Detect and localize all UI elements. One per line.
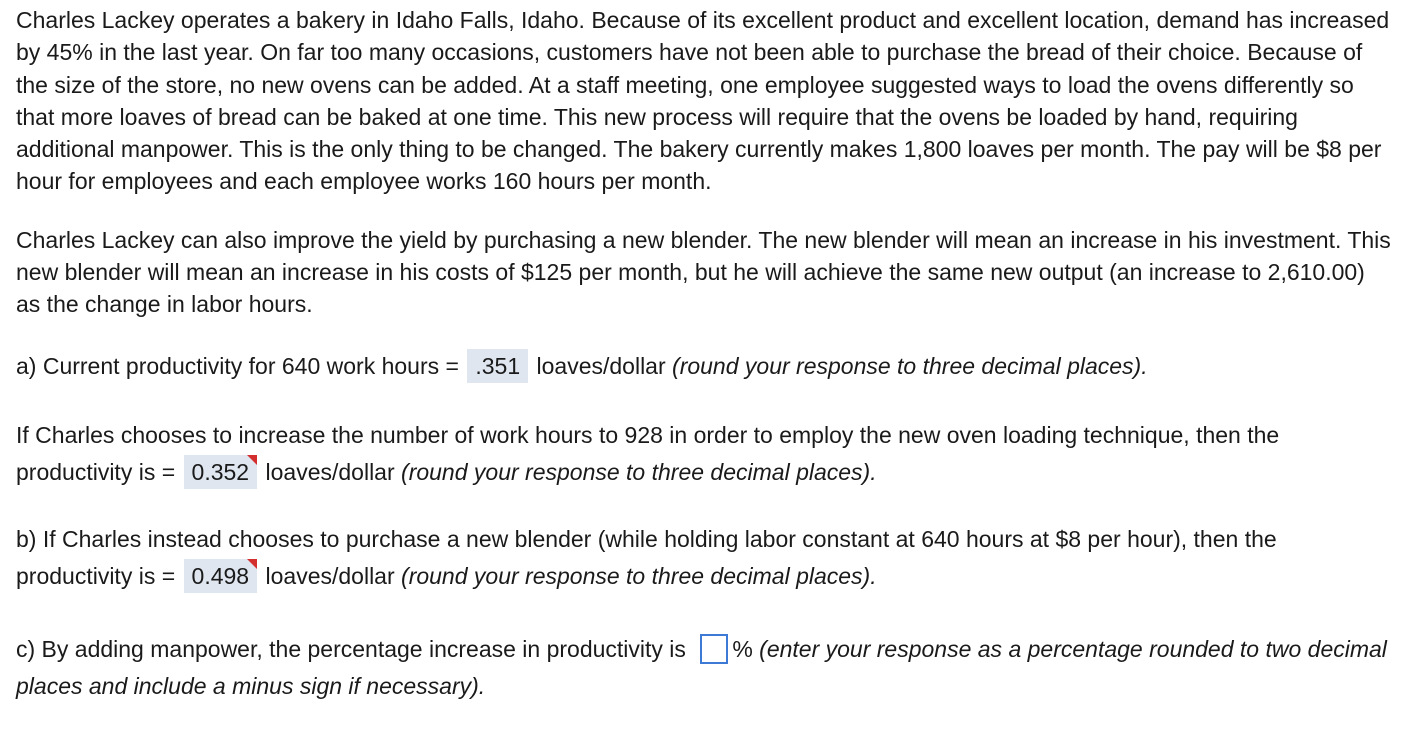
question-b-unit: loaves/dollar xyxy=(259,562,402,589)
answer-a-value: .351 xyxy=(475,352,521,379)
answer-b-box[interactable] xyxy=(184,559,258,593)
answer-a2-box[interactable] xyxy=(184,455,258,489)
question-a2 xyxy=(16,417,1392,491)
intro-paragraph-1: Charles Lackey operates a bakery in Idaho Falls, Idaho. Because of its excellent product and excellent location, demand has increased by 45% in the last year. On far too many occasions, customers have not been able to purchase the bread of their choice. Because of the size of the store, no new ovens can be added. At a staff meeting, one employee suggested ways to load the ovens differently so that more loaves of bread can be baked at one time. This new process will require that the ovens be loaded by hand, requiring additional manpower. This is the only thing to be changed. The bakery currently makes 1,800 loaves per month. The pay will be $8 per hour for employees and each employee works 160 hours per month. xyxy=(16,7,1390,195)
answer-c-input[interactable] xyxy=(700,634,728,664)
question-a-unit: loaves/dollar xyxy=(530,352,673,379)
question-a xyxy=(16,347,1392,385)
answer-b-value: 0.498 xyxy=(191,562,250,589)
question-a-hint: (round your response to three decimal places). xyxy=(672,352,1148,379)
question-c-percent: % xyxy=(732,635,760,662)
question-a-text: a) Current productivity for 640 work hours = xyxy=(16,352,466,379)
answer-a2-value: 0.352 xyxy=(191,458,250,485)
question-b xyxy=(16,521,1392,595)
incorrect-flag-icon xyxy=(247,559,257,569)
incorrect-flag-icon xyxy=(247,455,257,465)
question-a2-text: If Charles chooses to increase the number of work hours to 928 in order to employ the new oven loading technique, then the productivity is = xyxy=(16,421,1280,485)
intro-paragraph-2: Charles Lackey can also improve the yield by purchasing a new blender. The new blender will mean an increase in his investment. This new blender will mean an increase in his costs of $125 per month, but he will achieve the same new output (an increase to 2,610.00) as the change in labor hours. xyxy=(16,226,1391,318)
question-a2-unit: loaves/dollar xyxy=(259,458,402,485)
question-b-hint: (round your response to three decimal places). xyxy=(401,562,877,589)
question-c xyxy=(16,631,1392,705)
answer-a-box[interactable] xyxy=(467,349,528,383)
question-c-hint: (enter your response as a percentage rounded to two decimal places and include a minus sign if necessary). xyxy=(16,635,1387,699)
question-b-text: b) If Charles instead chooses to purchase a new blender (while holding labor constant at 640 hours at $8 per hour), then the productivity is = xyxy=(16,525,1277,589)
question-c-text: c) By adding manpower, the percentage increase in productivity is xyxy=(16,635,693,662)
question-a2-hint: (round your response to three decimal places). xyxy=(401,458,877,485)
